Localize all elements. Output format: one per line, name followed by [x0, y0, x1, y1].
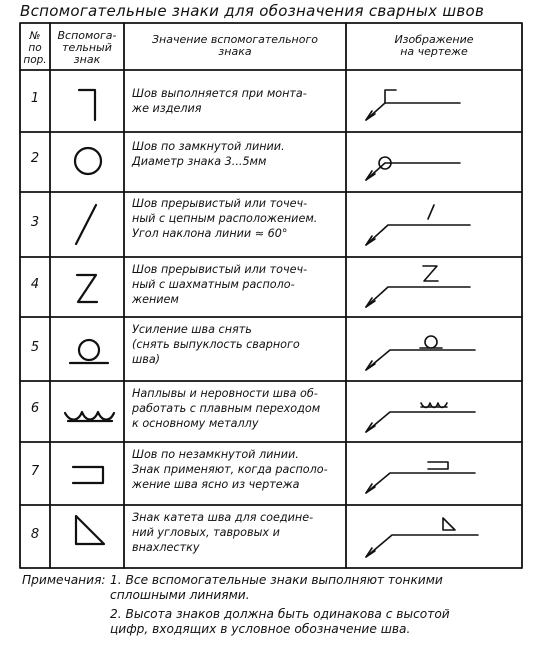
- row-meaning: Усиление шва снять (снять выпуклость сварного шва): [132, 323, 300, 366]
- row-number: 4: [30, 277, 40, 292]
- row-meaning: Шов по замкнутой линии. Диаметр знака 3...5мм: [132, 140, 285, 168]
- row-meaning: Шов прерывистый или точеч- ный с цепным расположением. Угол наклона линии ≈ 60°: [132, 197, 318, 240]
- page-title: Вспомогательные знаки для обозначения сварных швов: [20, 2, 485, 20]
- open-line-icon: [73, 467, 103, 483]
- row-number: 7: [30, 464, 40, 479]
- row-meaning: Шов прерывистый или точеч- ный с шахматным располо- жением: [132, 263, 308, 306]
- drawing-example-5: [366, 336, 475, 370]
- row-meaning: Шов по незамкнутой линии. Знак применяют, когда располо- жение шва ясно из чертежа: [132, 448, 328, 491]
- header-image: Изображение на чертеже: [394, 33, 474, 58]
- row-meaning: Знак катета шва для соедине- ний угловых, тавровых и внахлестку: [132, 511, 314, 554]
- drawing-example-4: [366, 266, 470, 307]
- row-number: 6: [30, 401, 40, 416]
- row-meaning: Шов выполняется при монта- же изделия: [132, 87, 307, 115]
- installation-flag-icon: [79, 90, 95, 120]
- leg-triangle-icon: [76, 516, 104, 544]
- header-meaning: Значение вспомогательного знака: [152, 33, 318, 58]
- drawing-example-6: [366, 403, 475, 432]
- row-number: 8: [30, 527, 40, 542]
- drawing-example-8: [366, 518, 478, 557]
- slash-icon: [76, 205, 96, 244]
- row-number: 1: [30, 91, 40, 106]
- note-item: 2. Высота знаков должна быть одинакова с высотой цифр, входящих в условное обозначение шва.: [110, 607, 450, 636]
- drawing-example-1: [366, 90, 460, 120]
- row-number: 5: [30, 340, 40, 355]
- row-number: 2: [30, 151, 40, 166]
- smooth-transition-icon: [65, 412, 114, 421]
- note-item: 1. Все вспомогательные знаки выполняют тонкими сплошными линиями.: [110, 573, 443, 602]
- drawing-example-2: [366, 157, 460, 180]
- remove-reinforcement-icon: [70, 340, 108, 363]
- drawing-examples: [366, 90, 478, 557]
- closed-circle-icon: [75, 148, 101, 174]
- header-sign: Вспомога- тельный знак: [57, 29, 117, 66]
- drawing-example-3: [366, 205, 470, 245]
- drawing-example-7: [366, 462, 475, 493]
- row-meaning: Наплывы и неровности шва об- работать с плавным переходом к основному металлу: [132, 387, 321, 430]
- header-number: № по пор.: [23, 30, 47, 66]
- z-icon: [77, 275, 97, 302]
- notes-label: Примечания:: [22, 573, 106, 587]
- row-number: 3: [30, 215, 40, 230]
